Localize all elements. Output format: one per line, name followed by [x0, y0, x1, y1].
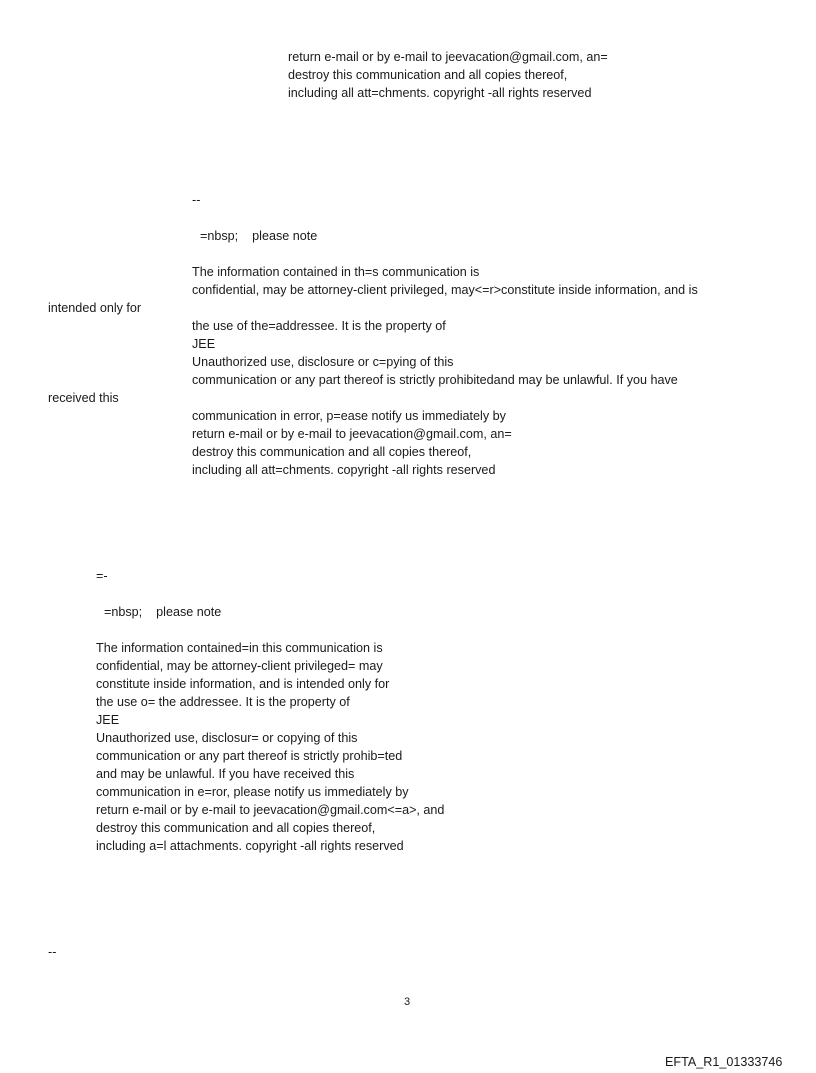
text-line: communication in error, p=ease notify us immediately by: [192, 409, 506, 423]
text-line: including all att=chments. copyright -all rights reserved: [288, 86, 592, 100]
text-line: The information contained=in this communication is: [96, 641, 383, 655]
text-line: JEE: [192, 337, 216, 351]
text-line: the use of the=addressee. It is the property of: [192, 319, 446, 333]
text-line: communication or any part thereof is strictly prohib=ted: [96, 749, 403, 763]
nbsp-please-note: =nbsp; please note: [200, 229, 318, 243]
text-line: including a=l attachments. copyright -all rights reserved: [96, 839, 404, 853]
text-line: communication in e=ror, please notify us immediately by: [96, 785, 409, 799]
text-line: The information contained in th=s communication is: [192, 265, 480, 279]
text-line: confidential, may be attorney-client privileged= may: [96, 659, 383, 673]
text-line: communication or any part thereof is strictly prohibitedand may be unlawful. If you have: [192, 373, 678, 387]
text-line: including all att=chments. copyright -all rights reserved: [192, 463, 496, 477]
text-line: return e-mail or by e-mail to jeevacation@gmail.com, an=: [192, 427, 512, 441]
text-line: Unauthorized use, disclosur= or copying of this: [96, 731, 358, 745]
text-line: Unauthorized use, disclosure or c=pying of this: [192, 355, 454, 369]
text-line: destroy this communication and all copies thereof,: [96, 821, 376, 835]
separator-dashes: --: [192, 193, 201, 207]
text-line: confidential, may be attorney-client privileged, may<=r>constitute inside information, and is: [192, 283, 698, 297]
text-line: intended only for: [48, 301, 142, 315]
text-line: return e-mail or by e-mail to jeevacation@gmail.com, an=: [288, 50, 608, 64]
text-line: JEE: [96, 713, 120, 727]
text-line: destroy this communication and all copies thereof,: [288, 68, 568, 82]
text-line: and may be unlawful. If you have received this: [96, 767, 355, 781]
separator-dashes: --: [48, 945, 57, 959]
document-id: EFTA_R1_01333746: [665, 1055, 783, 1069]
text-line: the use o= the addressee. It is the property of: [96, 695, 350, 709]
text-line: constitute inside information, and is intended only for: [96, 677, 390, 691]
separator-marker: =-: [96, 569, 108, 583]
nbsp-please-note: =nbsp; please note: [104, 605, 222, 619]
text-line: received this: [48, 391, 119, 405]
text-line: return e-mail or by e-mail to jeevacation@gmail.com<=a>, and: [96, 803, 445, 817]
text-line: destroy this communication and all copies thereof,: [192, 445, 472, 459]
page-number: 3: [404, 996, 411, 1008]
